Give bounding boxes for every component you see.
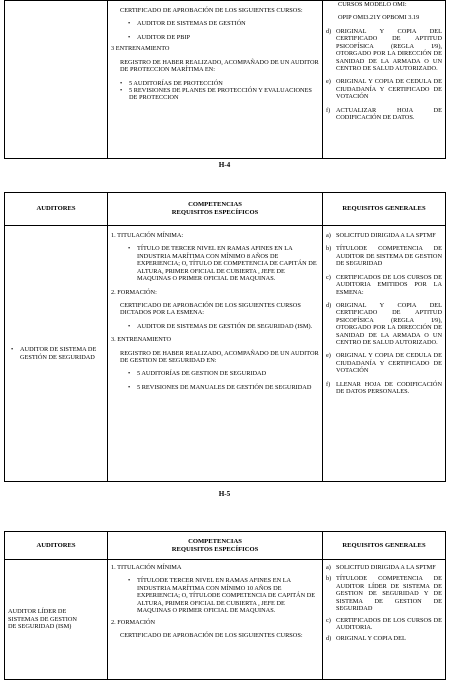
training-item: • 5 AUDITORÍAS DE GESTION DE SEGURIDAD	[137, 370, 319, 377]
formacion-intro: CERTIFICADO DE APROBACIÓN DE LOS SIGUIENTES CURSOS:	[120, 7, 303, 14]
requirement-item: b) TÍTULODE COMPETENCIA DE AUDITOR DE SISTEMA DE GESTION DE SEGURIDAD	[326, 245, 442, 268]
requirement-item: c) CERTIFICADOS DE LOS CURSOS DE AUDITORIA.	[326, 616, 442, 631]
requisitos-cell	[323, 226, 446, 482]
auditor-cell	[5, 560, 108, 680]
auditor-cell-empty	[5, 1, 108, 159]
course-item: • AUDITOR DE SISTEMAS DE GESTIÓN	[137, 20, 319, 27]
entrenamiento-title: 3. ENTRENAMIENTO	[111, 336, 172, 344]
training-item: • 5 AUDITORÍAS DE PROTECCIÓN	[129, 80, 319, 87]
training-item: • 5 REVISIONES DE MANUALES DE GESTIÓN DE SEGURIDAD	[137, 384, 319, 391]
header-auditores: AUDITORES	[5, 532, 108, 560]
table-next	[4, 531, 445, 680]
titulacion-item: • TÍTULODE TERCER NIVEL EN RAMAS AFINES EN LA INDUSTRIA MARÍTIMA CON MÍNIMO 10 AÑOS DE EXPERIENCIA; O, TÍTULODE COMPETENCIA DE CAPITÁN DE ALTURA, PRIMER OFICIAL DE CUBIERTA , JEFE DE MAQUINAS O PRIMER OFICIAL DE MAQUINAS.	[137, 577, 319, 614]
requirement-item: d) ORIGINAL Y COPIA DEL CERTIFICADO DE APTITUD PSICOFÍSICA (REGLA I/9), OTORGADO POR LA DIRECCIÓN DE SANIDAD DE LA ARMADA O UN CENTRO DE SALUD AUTORIZADO.	[326, 27, 442, 72]
titulacion-title: 1. TITULACIÓN MÍNIMA:	[111, 232, 184, 239]
formacion-text: CERTIFICADO DE APROBACIÓN DE LOS SIGUIENTES CURSOS DICTADOS POR LA ESMENA:	[120, 301, 301, 317]
page-label-h4: H-4	[218, 161, 231, 169]
requirement-item: a) SOLICITUD DIRIGIDA A LA SPTMF	[326, 232, 436, 239]
requirement-item: d) ORIGINAL Y COPIA DEL	[326, 635, 406, 643]
requirement-item: a) SOLICITUD DIRIGIDA A LA SPTMF	[326, 564, 436, 571]
header-auditores: AUDITORES	[5, 193, 108, 226]
competencias-cell	[108, 226, 323, 482]
formacion-item: • AUDITOR DE SISTEMAS DE GESTIÓN DE SEGURIDAD (ISM).	[137, 323, 319, 330]
formacion-title: 2. FORMACIÓN:	[111, 288, 157, 296]
table-h5	[4, 192, 445, 482]
requisitos-cell	[323, 560, 446, 680]
header-competencias: COMPETENCIAS REQUISITOS ESPECÍFICOS	[108, 193, 323, 226]
entrenamiento-text: REGISTRO DE HABER REALIZADO, ACOMPAÑADO DE UN AUDITOR DE GESTION DE SEGURIDAD EN:	[120, 349, 319, 365]
titulacion-title: 1. TITULACIÓN MÍNIMA	[111, 564, 182, 571]
requirement-item: b) TÍTULODE COMPETENCIA DE AUDITOR LÍDER DE SISTEMA DE GESTION DE SEGURIDAD Y DE SISTEMA DE GESTION DE SEGURIDAD	[326, 575, 442, 613]
entrenamiento-text: REGISTRO DE HABER REALIZADO, ACOMPAÑADO DE UN AUDITOR DE PROTECCION MARÍTIMA EN:	[120, 58, 319, 74]
auditor-name: AUDITOR LÍDER DE SISTEMAS DE GESTION DE SEGURIDAD (ISM)	[8, 608, 77, 631]
requirement-item: f) LLENAR HOJA DE CODIFICACIÓN DE DATOS PERSONALES.	[326, 380, 442, 396]
header-competencias: COMPETENCIAS REQUISITOS ESPECÍFICOS	[108, 532, 323, 560]
auditor-cell	[5, 226, 108, 482]
page-label-h5: H-5	[218, 490, 231, 498]
entrenamiento-title: 3 ENTRENAMIENTO	[111, 45, 170, 53]
requirement-item: d) ORIGINAL Y COPIA DEL CERTIFICADO DE APTITUD PSICOFÍSICA (REGLA I/9), OTORGADO POR LA DIRECCIÓN DE SANIDAD DE LA ARMADA O UN CENTRO DE SALUD AUTORIZADO.	[326, 301, 442, 347]
competencias-cell	[108, 1, 323, 159]
competencias-cell	[108, 560, 323, 680]
course-item: • AUDITOR DE PBIP	[137, 34, 319, 41]
requirement-item: c) CERTIFICADOS DE LOS CURSOS DE AUDITORIA EMITIDOS POR LA ESMENA:	[326, 273, 442, 296]
formacion-title: 2. FORMACIÓN	[111, 618, 156, 626]
requirement-item: e) ORIGINAL Y COPIA DE CEDULA DE CIUDADANÍA Y CERTIFICADO DE VOTACIÓN	[326, 78, 442, 101]
requirement-item: e) ORIGINAL Y COPIA DE CEDULA DE CIUDADANÍA Y CERTIFICADO DE VOTACIÓN	[326, 352, 442, 375]
auditor-name: • AUDITOR DE SISTEMA DE GESTIÓN DE SEGURIDAD	[20, 346, 104, 361]
titulacion-item: • TÍTULO DE TERCER NIVEL EN RAMAS AFINES EN LA INDUSTRIA MARÍTIMA CON MÍNIMO 8 AÑOS DE EXPERIENCIA; O, TÍTULO DE COMPETENCIA DE CAPITÁN DE ALTURA, PRIMER OFICIAL DE CUBIERTA , JEFE DE MAQUINAS O PRIMER OFICIAL DE MAQUINAS.	[137, 245, 319, 282]
requirement-item: f) ACTUALIZAR HOJA DE CODIFICACIÓN DE DATOS.	[326, 106, 442, 122]
req-continuation-1: CURSOS MODELO OMI:	[338, 1, 407, 8]
req-continuation-2: OPIP OMI3.21Y OPBOMI 3.19	[338, 14, 420, 22]
requisitos-cell	[323, 1, 446, 159]
header-requisitos-generales: REQUISITOS GENERALES	[323, 532, 446, 560]
training-item: • 5 REVISIONES DE PLANES DE PROTECCIÓN Y EVALUACIONES DE PROTECCION	[129, 87, 319, 102]
header-requisitos-generales: REQUISITOS GENERALES	[323, 193, 446, 226]
formacion-text: CERTIFICADO DE APROBACIÓN DE LOS SIGUIENTES CURSOS:	[120, 631, 303, 639]
table-h4-continuation	[4, 0, 445, 159]
